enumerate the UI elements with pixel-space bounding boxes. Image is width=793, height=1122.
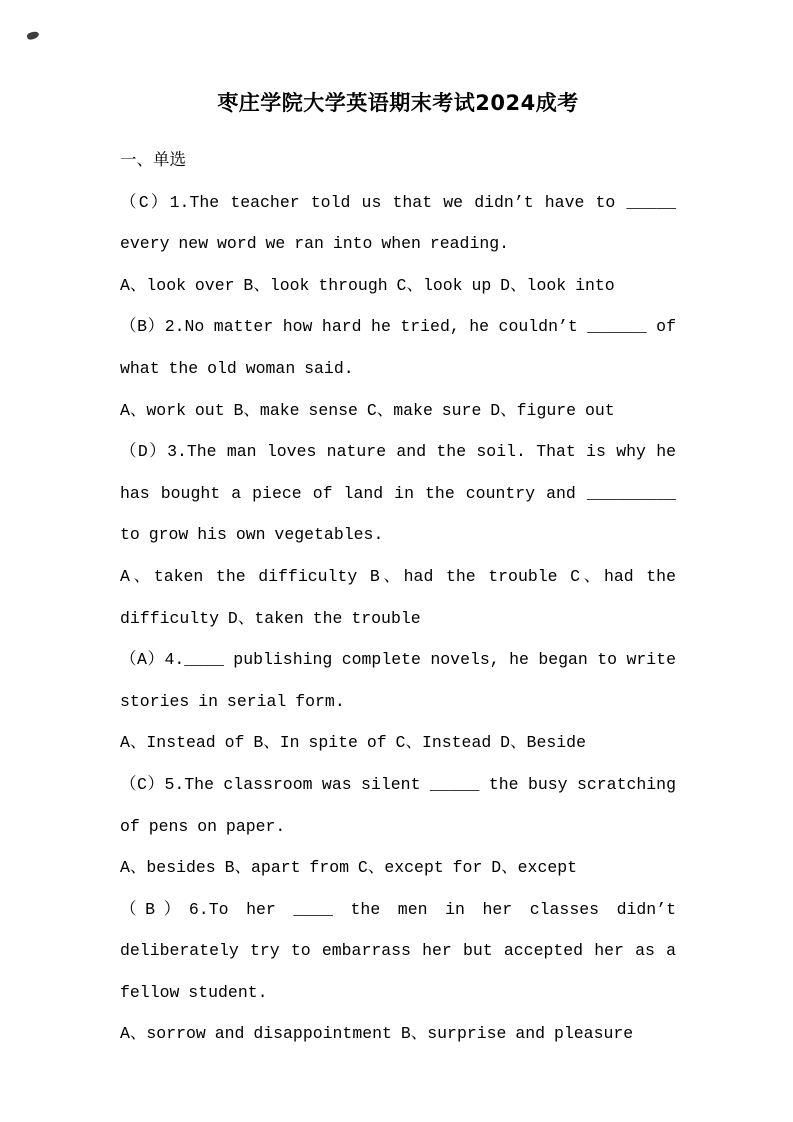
- question-6-options: A、sorrow and disappointment B、surprise and pleasure: [120, 1024, 634, 1044]
- question-5-text: （C）5.The classroom was silent _____ the busy scratching of pens on paper.: [120, 774, 676, 836]
- question-2-text: （B）2.No matter how hard he tried, he couldn’t ______ of what the old woman said.: [120, 317, 676, 378]
- question-6-text: （B）6.To her ____ the men in her classes didn’t deliberately try to embarrass her but accepted her as a fellow student.: [120, 899, 676, 1002]
- document-title: 枣庄学院大学英语期末考试2024成考: [217, 91, 579, 115]
- question-4-options: A、Instead of B、In spite of C、Instead D、Beside: [120, 733, 586, 753]
- section-heading: 一、单选: [120, 151, 186, 170]
- document-body: [120, 140, 676, 1055]
- question-5-options: A、besides B、apart from C、except for D、except: [120, 858, 578, 878]
- question-1-options: A、look over B、look through C、look up D、look into: [120, 275, 615, 295]
- question-2-options: A、work out B、make sense C、make sure D、figure out: [120, 400, 615, 420]
- document-content: [120, 88, 676, 1055]
- question-4-text: （A）4.____ publishing complete novels, he began to write stories in serial form.: [120, 650, 676, 711]
- question-1-text: （C）1.The teacher told us that we didn’t have to _____ every new word we ran into when reading.: [120, 192, 676, 254]
- scan-artifact: [26, 30, 40, 40]
- question-3-text: （D）3.The man loves nature and the soil. That is why he has bought a piece of land in the country and _________ to grow his own vegetables.: [120, 442, 676, 545]
- question-3-options: A、taken the difficulty B、had the trouble C、had the difficulty D、taken the trouble: [120, 566, 676, 628]
